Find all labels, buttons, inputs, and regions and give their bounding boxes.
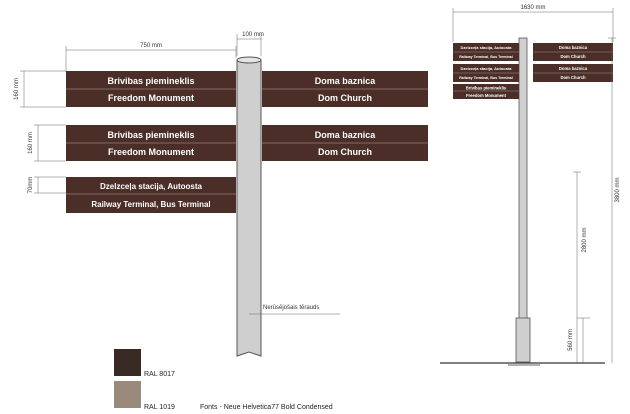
material-callout — [249, 305, 340, 314]
sign-row-3 — [66, 177, 236, 213]
dim-total-height: 3800 mm — [615, 177, 621, 203]
dim-sign-width — [66, 46, 236, 72]
sign1-right-en: Dom Church — [318, 93, 372, 103]
dim-pole-width-label: 100 mm — [242, 32, 264, 38]
side-sign-row-1 — [453, 43, 613, 61]
side-s2-right-line2: Dom Church — [560, 75, 586, 80]
side-s2-left-line1: Dzelzceļa stacija, Autoosta — [460, 66, 512, 71]
dim-top-sign-height: 160 mm — [14, 78, 20, 100]
dim-base-height: 560 mm — [568, 329, 574, 351]
sign2-left-lv: Brivibas piemineklis — [107, 130, 195, 140]
sign1-left-lv: Brivibas piemineklis — [107, 76, 195, 86]
ral-dark-label: RAL 8017 — [144, 371, 175, 378]
sign3-en: Railway Terminal, Bus Terminal — [91, 200, 211, 209]
dim-bottom-sign-height: 70mm — [28, 176, 34, 194]
side-s2-right-line1: Doma baznica — [558, 66, 588, 71]
side-s3-line2: Freedom Monument — [465, 93, 507, 98]
dim-total-width — [453, 8, 613, 42]
sign3-lv: Dzelzceļa stacija, Autoosta — [100, 182, 202, 191]
dim-sign-width-label: 750 mm — [140, 43, 162, 49]
dim-mid-height: 2800 mm — [582, 227, 588, 253]
front-view — [14, 32, 428, 356]
dim-left-vertical — [20, 71, 66, 193]
side-s1-right-line1: Doma baznica — [558, 45, 588, 50]
side-s2-left-line2: Railway Terminal, Bus Terminal — [459, 76, 513, 80]
material-label: Nerūsējošais tērauds — [263, 305, 320, 311]
sign2-left-en: Freedom Monument — [107, 147, 195, 157]
fonts-note: Fonts - Neue Helvetica77 Bold Condensed — [200, 404, 333, 411]
side-sign-row-2 — [453, 64, 613, 82]
side-s1-left-line2: Railway Terminal, Bus Terminal — [459, 55, 513, 59]
side-s3-line1: Brivibas piemineklis — [465, 85, 507, 91]
sign1-right-lv: Doma baznica — [314, 76, 376, 86]
side-sign-row-3 — [453, 84, 519, 99]
side-s1-left-line1: Dzelzceļa stacija, Autoosta — [460, 45, 512, 50]
dim-middle-sign-height: 160 mm — [28, 132, 34, 154]
side-view — [440, 5, 621, 365]
side-s1-right-line2: Dom Church — [560, 54, 586, 59]
legend — [114, 349, 333, 411]
front-pole — [237, 57, 261, 356]
sign2-right-lv: Doma baznica — [314, 130, 376, 140]
side-vertical-dims — [573, 38, 616, 363]
ral-light-label: RAL 1019 — [144, 404, 175, 411]
swatch-ral-8017 — [114, 349, 141, 376]
sign2-right-en: Dom Church — [318, 147, 372, 157]
sign1-left-en: Freedom Monument — [107, 93, 195, 103]
dim-total-width-label: 1630 mm — [520, 5, 546, 11]
swatch-ral-1019 — [114, 381, 141, 408]
